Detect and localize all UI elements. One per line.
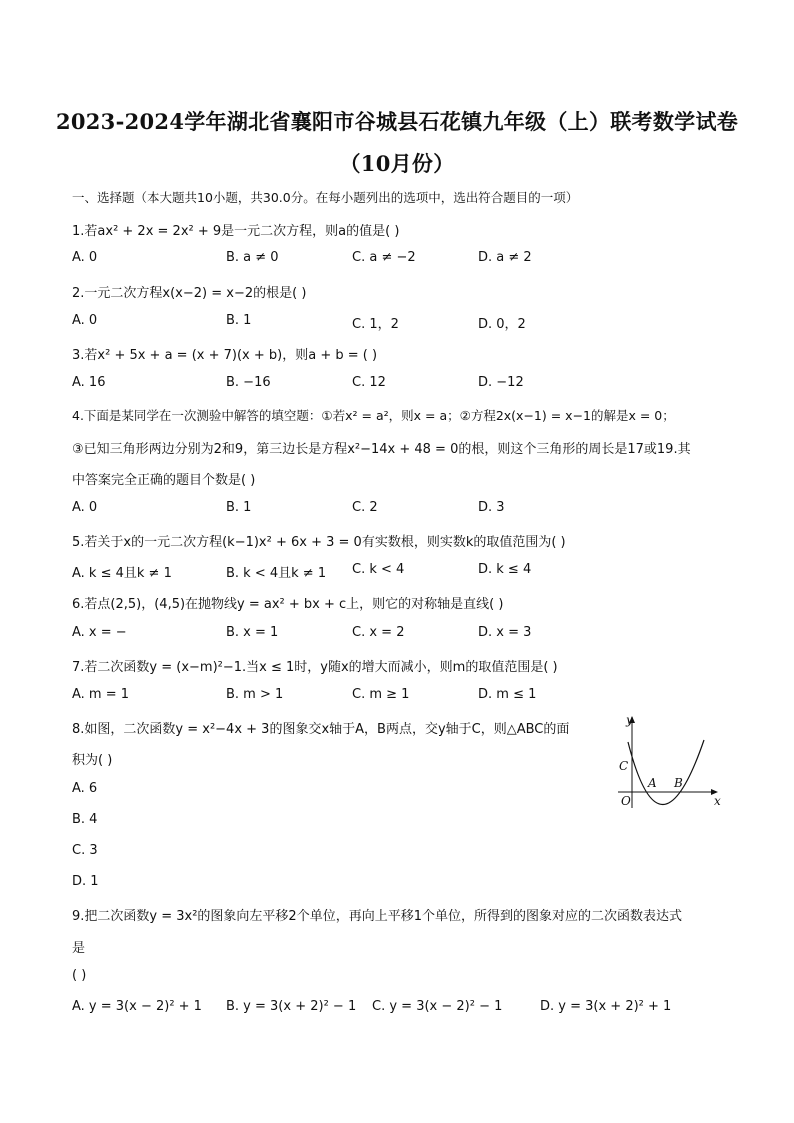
question-1-option-b: B. a ≠ 0 [226,250,279,265]
question-5-option-a: A. k ≤ 4且k ≠ 1 [72,566,172,581]
question-6-option-c: C. x = 2 [352,625,405,640]
question-9-option-a: A. y = 3(x − 2)² + 1 [72,999,202,1014]
question-6-stem: 6.若点(2,5)，(4,5)在抛物线y = ax² + bx + c上，则它的对称轴是直线( ) [72,597,504,612]
question-9-option-d: D. y = 3(x + 2)² + 1 [540,999,672,1014]
question-4-stem-line-1: 4.下面是某同学在一次测验中解答的填空题：①若x² = a²，则x = a；②方程2x(x−1) = x−1的解是x = 0； [72,408,675,423]
question-5-option-c: C. k < 4 [352,562,405,577]
question-4-option-a: A. 0 [72,500,98,515]
question-1-option-c: C. a ≠ −2 [352,250,416,265]
question-8-stem-line-2: 积为( ) [72,753,113,768]
question-5-option-b: B. k < 4且k ≠ 1 [226,566,327,581]
question-3-option-c: C. 12 [352,375,386,390]
point-a-label: A [648,776,657,790]
question-9-stem-line-1: 9.把二次函数y = 3x²的图象向左平移2个单位，再向上平移1个单位，所得到的图象对应的二次函数表达式 [72,909,682,924]
question-3-option-a: A. 16 [72,375,106,390]
question-4-stem-line-2: ③已知三角形两边分别为2和9，第三边长是方程x²−14x + 48 = 0的根，则这个三角形的周长是17或19.其 [72,442,691,457]
question-1-option-d: D. a ≠ 2 [478,250,532,265]
question-8-option-c: C. 3 [72,843,98,858]
question-2-option-b: B. 1 [226,313,252,328]
point-c-label: C [619,759,629,773]
question-7-option-a: A. m = 1 [72,687,130,702]
question-7-stem: 7.若二次函数y = (x−m)²−1.当x ≤ 1时，y随x的增大而减小，则m的取值范围是( ) [72,660,558,675]
question-3-option-b: B. −16 [226,375,271,390]
question-5-stem: 5.若关于x的一元二次方程(k−1)x² + 6x + 3 = 0有实数根，则实数k的取值范围为( ) [72,535,566,550]
question-1-option-a: A. 0 [72,250,98,265]
question-4-option-d: D. 3 [478,500,505,515]
question-1-stem: 1.若ax² + 2x = 2x² + 9是一元二次方程，则a的值是( ) [72,224,400,239]
question-8-option-a: A. 6 [72,781,98,796]
question-7-option-b: B. m > 1 [226,687,284,702]
parabola-graph [612,712,728,812]
question-2-option-c: C. 1，2 [352,317,399,332]
y-axis-label: y [626,713,633,727]
question-3-option-d: D. −12 [478,375,524,390]
question-7-option-d: D. m ≤ 1 [478,687,537,702]
question-4-option-b: B. 1 [226,500,252,515]
parabola-figure [612,712,728,812]
question-6-option-a: A. x = − [72,625,127,640]
question-2-option-a: A. 0 [72,313,98,328]
question-9-stem-line-2: 是 [72,941,86,956]
question-2-option-d: D. 0，2 [478,317,526,332]
question-8-stem-line-1: 8.如图，二次函数y = x²−4x + 3的图象交x轴于A，B两点，交y轴于C，则△ABC的面 [72,722,570,737]
point-b-label: B [674,776,683,790]
exam-subtitle: （10月份） [339,151,455,176]
question-6-option-d: D. x = 3 [478,625,532,640]
x-axis-label: x [714,794,721,808]
question-2-stem: 2.一元二次方程x(x−2) = x−2的根是( ) [72,286,307,301]
parabola-curve [628,740,704,805]
question-8-option-b: B. 4 [72,812,98,827]
question-4-stem-line-3: 中答案完全正确的题目个数是( ) [72,473,256,488]
question-8-option-d: D. 1 [72,874,99,889]
question-7-option-c: C. m ≥ 1 [352,687,410,702]
question-6-option-b: B. x = 1 [226,625,279,640]
question-9-option-b: B. y = 3(x + 2)² − 1 [226,999,357,1014]
exam-title: 2023-2024学年湖北省襄阳市谷城县石花镇九年级（上）联考数学试卷 [55,109,739,134]
origin-label: O [621,794,631,808]
question-9-stem-line-3: ( ) [72,968,87,983]
question-9-option-c: C. y = 3(x − 2)² − 1 [372,999,503,1014]
question-3-stem: 3.若x² + 5x + a = (x + 7)(x + b)，则a + b = ( ) [72,348,378,363]
question-4-option-c: C. 2 [352,500,378,515]
section-heading: 一、选择题（本大题共10小题，共30.0分。在每小题列出的选项中，选出符合题目的一项） [72,190,579,205]
question-5-option-d: D. k ≤ 4 [478,562,532,577]
